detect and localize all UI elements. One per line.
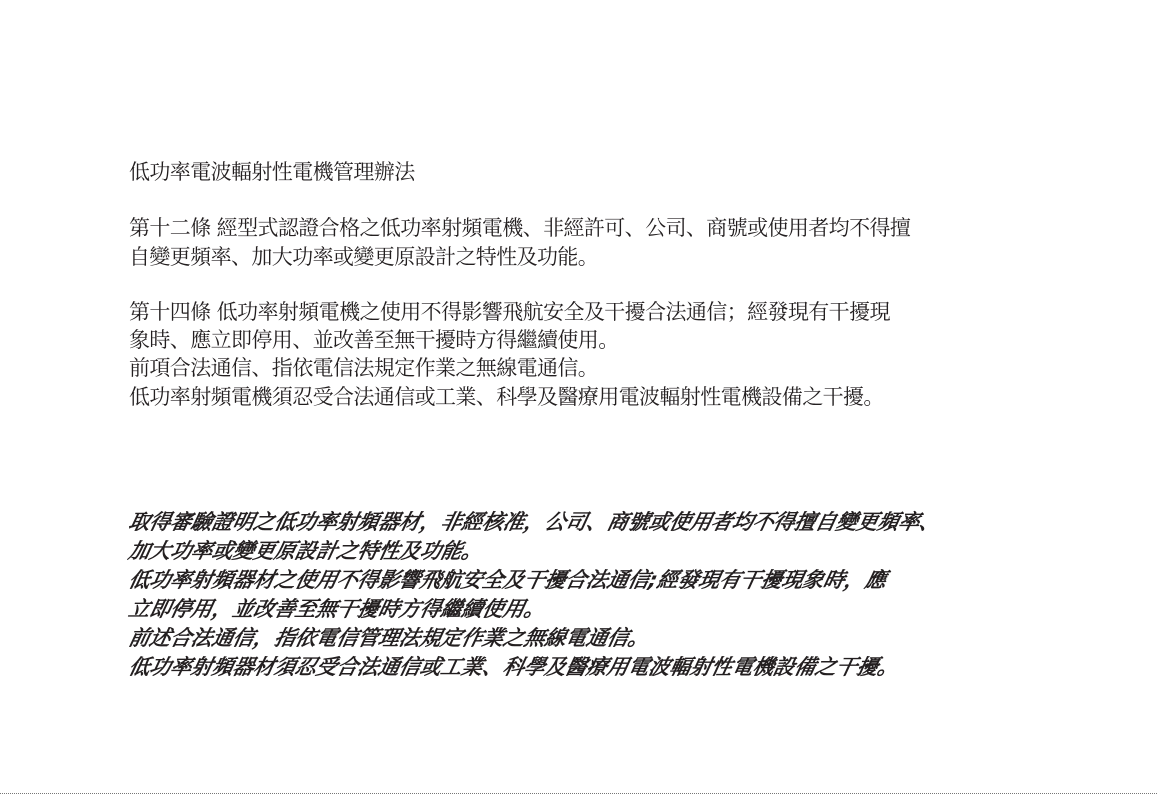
- notice-line-2: 加大功率或變更原設計之特性及功能。: [126, 539, 486, 563]
- notice-line-4: 立即停用，並改善至無干擾時方得繼續使用。: [126, 597, 548, 621]
- notice-line-1: 取得審驗證明之低功率射頻器材，非經核准，公司、商號或使用者均不得擅自變更頻率、: [126, 510, 943, 534]
- article-14-line-1: 第十四條 低功率射頻電機之使用不得影響飛航安全及干擾合法通信；經發現有干擾現: [129, 300, 890, 324]
- article-14-line-2: 象時、應立即停用、並改善至無干擾時方得繼續使用。: [129, 328, 619, 352]
- notice-line-5: 前述合法通信，指依電信管理法規定作業之無線電通信。: [126, 626, 652, 650]
- notice-line-3: 低功率射頻器材之使用不得影響飛航安全及干擾合法通信;經發現有干擾現象時，應: [126, 568, 889, 592]
- article-12-line-1: 第十二條 經型式認證合格之低功率射頻電機、非經許可、公司、商號或使用者均不得擅: [129, 216, 911, 240]
- article-14-line-3: 前項合法通信、指依電信法規定作業之無線電通信。: [129, 356, 599, 380]
- regulation-title: 低功率電波輻射性電機管理辦法: [129, 160, 415, 184]
- notice-line-6: 低功率射頻器材須忍受合法通信或工業、科學及醫療用電波輻射性電機設備之干擾。: [126, 655, 902, 679]
- bottom-dotted-rule: [0, 793, 1157, 794]
- article-12-line-2: 自變更頻率、加大功率或變更原設計之特性及功能。: [129, 245, 599, 269]
- article-14-line-4: 低功率射頻電機須忍受合法通信或工業、科學及醫療用電波輻射性電機設備之干擾。: [129, 385, 884, 409]
